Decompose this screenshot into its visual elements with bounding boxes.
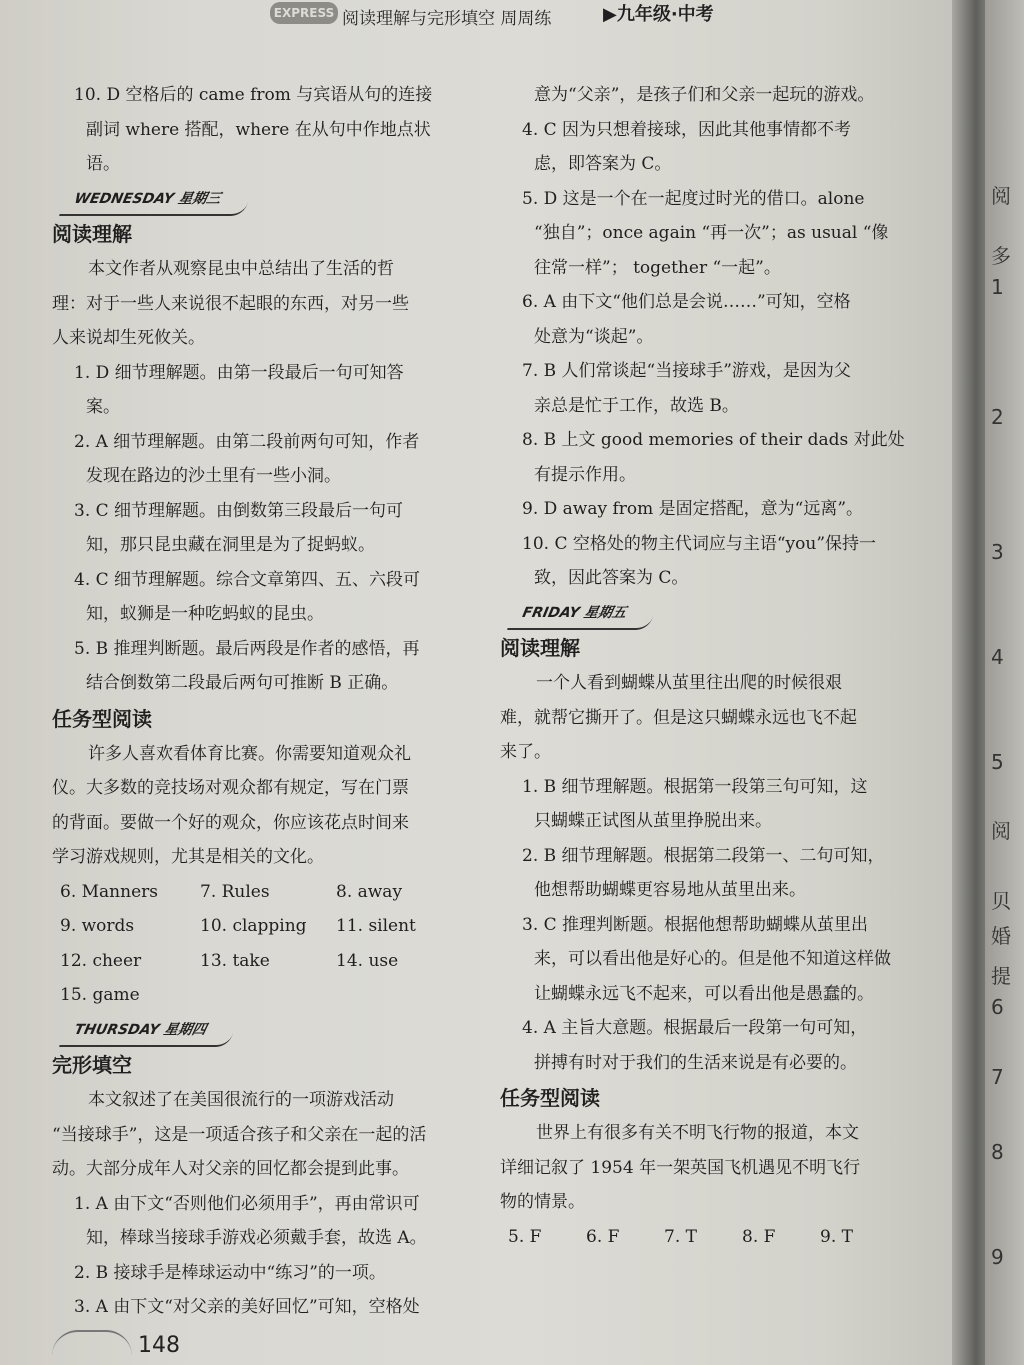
text-line: 案。 xyxy=(86,397,120,417)
text-line: 只蝴蝶正试图从茧里挣脱出来。 xyxy=(534,811,772,831)
answer-cell: 6. F xyxy=(586,1226,620,1247)
answer-cell: 5. F xyxy=(508,1226,542,1247)
answer-grid xyxy=(52,875,472,1013)
next-page-fragment: 2 xyxy=(991,405,1004,429)
corner-decoration xyxy=(52,1330,132,1356)
page-header xyxy=(270,0,830,36)
answer-cell: 6. Manners xyxy=(60,881,158,902)
answer-item: 7. B 人们常谈起“当接球手”游戏，是因为父 xyxy=(522,361,851,381)
text-line: 有提示作用。 xyxy=(534,464,636,485)
section-heading: 完形填空 xyxy=(52,1053,132,1077)
text-line: 发现在路边的沙土里有一些小洞。 xyxy=(86,466,341,486)
section-heading: 阅读理解 xyxy=(500,636,580,660)
text-line: 处意为“谈起”。 xyxy=(534,326,654,347)
next-page-fragment: 阅 xyxy=(991,184,1011,208)
answer-cell: 9. words xyxy=(60,916,135,936)
left-column xyxy=(52,78,472,1325)
text-line: 难，就帮它撕开了。但是这只蝴蝶永远也飞不起 xyxy=(500,707,857,728)
answer-row xyxy=(52,909,472,944)
text-line: 的背面。要做一个好的观众，你应该花点时间来 xyxy=(52,812,409,833)
section-heading: 阅读理解 xyxy=(52,222,132,246)
next-page-fragment: 1 xyxy=(991,275,1004,299)
text-line: “当接球手”，这是一项适合孩子和父亲在一起的活 xyxy=(52,1124,427,1145)
next-page-fragment: 8 xyxy=(991,1140,1004,1164)
next-page-fragment: 3 xyxy=(991,540,1004,564)
answer-cell: 8. F xyxy=(742,1226,776,1247)
answer-item: 9. D away from 是固定搭配，意为“远离”。 xyxy=(522,499,864,519)
text-line: 本文作者从观察昆虫中总结出了生活的哲 xyxy=(88,259,394,279)
series-logo: EXPRESS xyxy=(270,2,338,24)
answer-cell: 7. Rules xyxy=(200,881,270,902)
text-line: 本文叙述了在美国很流行的一项游戏活动 xyxy=(88,1090,394,1110)
answer-row xyxy=(52,978,472,1013)
text-line: 详细记叙了 1954 年一架英国飞机遇见不明飞行 xyxy=(500,1157,861,1178)
answer-item: 3. C 细节理解题。由倒数第三段最后一句可 xyxy=(74,500,404,521)
text-line: 亲总是忙于工作，故选 B。 xyxy=(534,395,739,416)
weekday-banner xyxy=(52,1013,472,1048)
text-line: 知，蚁狮是一种吃蚂蚁的昆虫。 xyxy=(86,604,324,624)
text-line: 知，那只昆虫藏在洞里是为了捉蚂蚁。 xyxy=(86,535,375,555)
text-line: 理：对于一些人来说很不起眼的东西，对另一些 xyxy=(52,293,409,314)
text-line: 拼搏有时对于我们的生活来说是有必要的。 xyxy=(534,1052,857,1073)
answer-item: 10. C 空格处的物主代词应与主语“you”保持一 xyxy=(522,533,877,554)
text-line: “独自”；once again “再一次”；as usual “像 xyxy=(534,223,889,243)
text-line: 让蝴蝶永远飞不起来，可以看出他是愚蠢的。 xyxy=(534,983,874,1004)
next-page-edge xyxy=(985,0,1024,1365)
answer-item: 5. B 推理判断题。最后两段是作者的感悟，再 xyxy=(74,638,420,659)
text-line: 语。 xyxy=(86,154,120,174)
grade-label: ▶九年级·中考 xyxy=(603,4,714,25)
text-line: 学习游戏规则，尤其是相关的文化。 xyxy=(52,847,324,867)
weekday-label: FRIDAY 星期五 xyxy=(507,602,656,630)
next-page-fragment: 6 xyxy=(991,995,1004,1019)
right-column xyxy=(500,78,905,1254)
answer-item: 4. C 细节理解题。综合文章第四、五、六段可 xyxy=(74,569,421,590)
next-page-fragment: 提 xyxy=(991,964,1011,988)
text-line: 虑，即答案为 C。 xyxy=(534,154,672,174)
answer-cell: 9. T xyxy=(820,1226,853,1247)
text-line: 他想帮助蝴蝶更容易地从茧里出来。 xyxy=(534,880,806,900)
answer-item: 5. D 这是一个在一起度过时光的借口。alone xyxy=(522,188,865,209)
next-page-fragment: 贝 xyxy=(991,889,1011,913)
answer-item: 6. A 由下文“他们总是会说……”可知，空格 xyxy=(522,292,851,312)
answer-item: 1. D 细节理解题。由第一段最后一句可知答 xyxy=(74,362,404,383)
answer-cell: 10. clapping xyxy=(200,916,307,936)
next-page-fragment: 5 xyxy=(991,750,1004,774)
text-line: 仪。大多数的竞技场对观众都有规定，写在门票 xyxy=(52,778,409,798)
answer-item: 2. A 细节理解题。由第二段前两句可知，作者 xyxy=(74,431,420,452)
next-page-fragment: 7 xyxy=(991,1065,1004,1089)
text-line: 人来说却生死攸关。 xyxy=(52,328,205,348)
answer-item: 4. C 因为只想着接球，因此其他事情都不考 xyxy=(522,119,852,140)
text-line: 意为“父亲”，是孩子们和父亲一起玩的游戏。 xyxy=(534,85,875,105)
answer-item: 8. B 上文 good memories of their dads 对此处 xyxy=(522,430,905,450)
answer-cell: 11. silent xyxy=(336,916,416,936)
text-line: 动。大部分成年人对父亲的回忆都会提到此事。 xyxy=(52,1159,409,1179)
text-line: 物的情景。 xyxy=(500,1192,585,1212)
answer-item: 4. A 主旨大意题。根据最后一段第一句可知， xyxy=(522,1018,868,1038)
text-line: 致，因此答案为 C。 xyxy=(534,568,689,588)
answer-item: 10. D 空格后的 came from 与宾语从句的连接 xyxy=(74,85,433,105)
weekday-banner xyxy=(500,596,898,631)
section-heading: 任务型阅读 xyxy=(52,706,152,731)
next-page-fragment: 阅 xyxy=(991,819,1011,843)
weekday-label: THURSDAY 星期四 xyxy=(59,1019,236,1047)
answer-cell: 7. T xyxy=(664,1226,697,1247)
weekday-label: WEDNESDAY 星期三 xyxy=(59,188,251,216)
text-line: 副词 where 搭配，where 在从句中作地点状 xyxy=(86,119,431,140)
section-heading: 任务型阅读 xyxy=(500,1086,600,1110)
weekday-banner xyxy=(52,182,472,217)
answer-row xyxy=(52,944,472,979)
text-line: 往常一样”； together “一起”。 xyxy=(534,257,781,278)
answer-item: 3. C 推理判断题。根据他想帮助蝴蝶从茧里出 xyxy=(522,914,869,935)
next-page-fragment: 多 xyxy=(991,244,1011,268)
answer-cell: 13. take xyxy=(200,950,270,971)
answer-row xyxy=(500,1220,898,1255)
answer-cell: 8. away xyxy=(336,881,403,902)
answer-item: 1. A 由下文“否则他们必须用手”，再由常识可 xyxy=(74,1193,420,1214)
next-page-fragment: 婚 xyxy=(991,924,1011,948)
answer-cell: 12. cheer xyxy=(60,950,142,971)
text-line: 世界上有很多有关不明飞行物的报道，本文 xyxy=(536,1123,859,1143)
next-page-fragment: 9 xyxy=(991,1245,1004,1269)
answer-item: 3. A 由下文“对父亲的美好回忆”可知，空格处 xyxy=(74,1297,420,1317)
text-line: 知，棒球当接球手游戏必须戴手套，故选 A。 xyxy=(86,1228,427,1248)
text-line: 来，可以看出他是好心的。但是他不知道这样做 xyxy=(534,949,891,969)
text-line: 结合倒数第二段最后两句可推断 B 正确。 xyxy=(86,673,399,693)
text-line: 来了。 xyxy=(500,742,551,762)
answer-cell xyxy=(336,978,472,1013)
text-line: 许多人喜欢看体育比赛。你需要知道观众礼 xyxy=(88,743,411,764)
answer-row xyxy=(52,875,472,910)
answer-cell: 14. use xyxy=(336,950,399,971)
text-line: 一个人看到蝴蝶从茧里往出爬的时候很艰 xyxy=(536,673,842,693)
page-number: 148 xyxy=(138,1333,180,1358)
series-title: 阅读理解与完形填空 周周练 xyxy=(342,9,552,29)
answer-item: 2. B 细节理解题。根据第二段第一、二句可知， xyxy=(522,845,885,866)
answer-item: 1. B 细节理解题。根据第一段第三句可知，这 xyxy=(522,776,868,797)
answer-item: 2. B 接球手是棒球运动中“练习”的一项。 xyxy=(74,1262,386,1283)
next-page-fragment: 4 xyxy=(991,645,1004,669)
answer-cell: 15. game xyxy=(60,985,140,1005)
answer-cell xyxy=(200,978,336,1013)
